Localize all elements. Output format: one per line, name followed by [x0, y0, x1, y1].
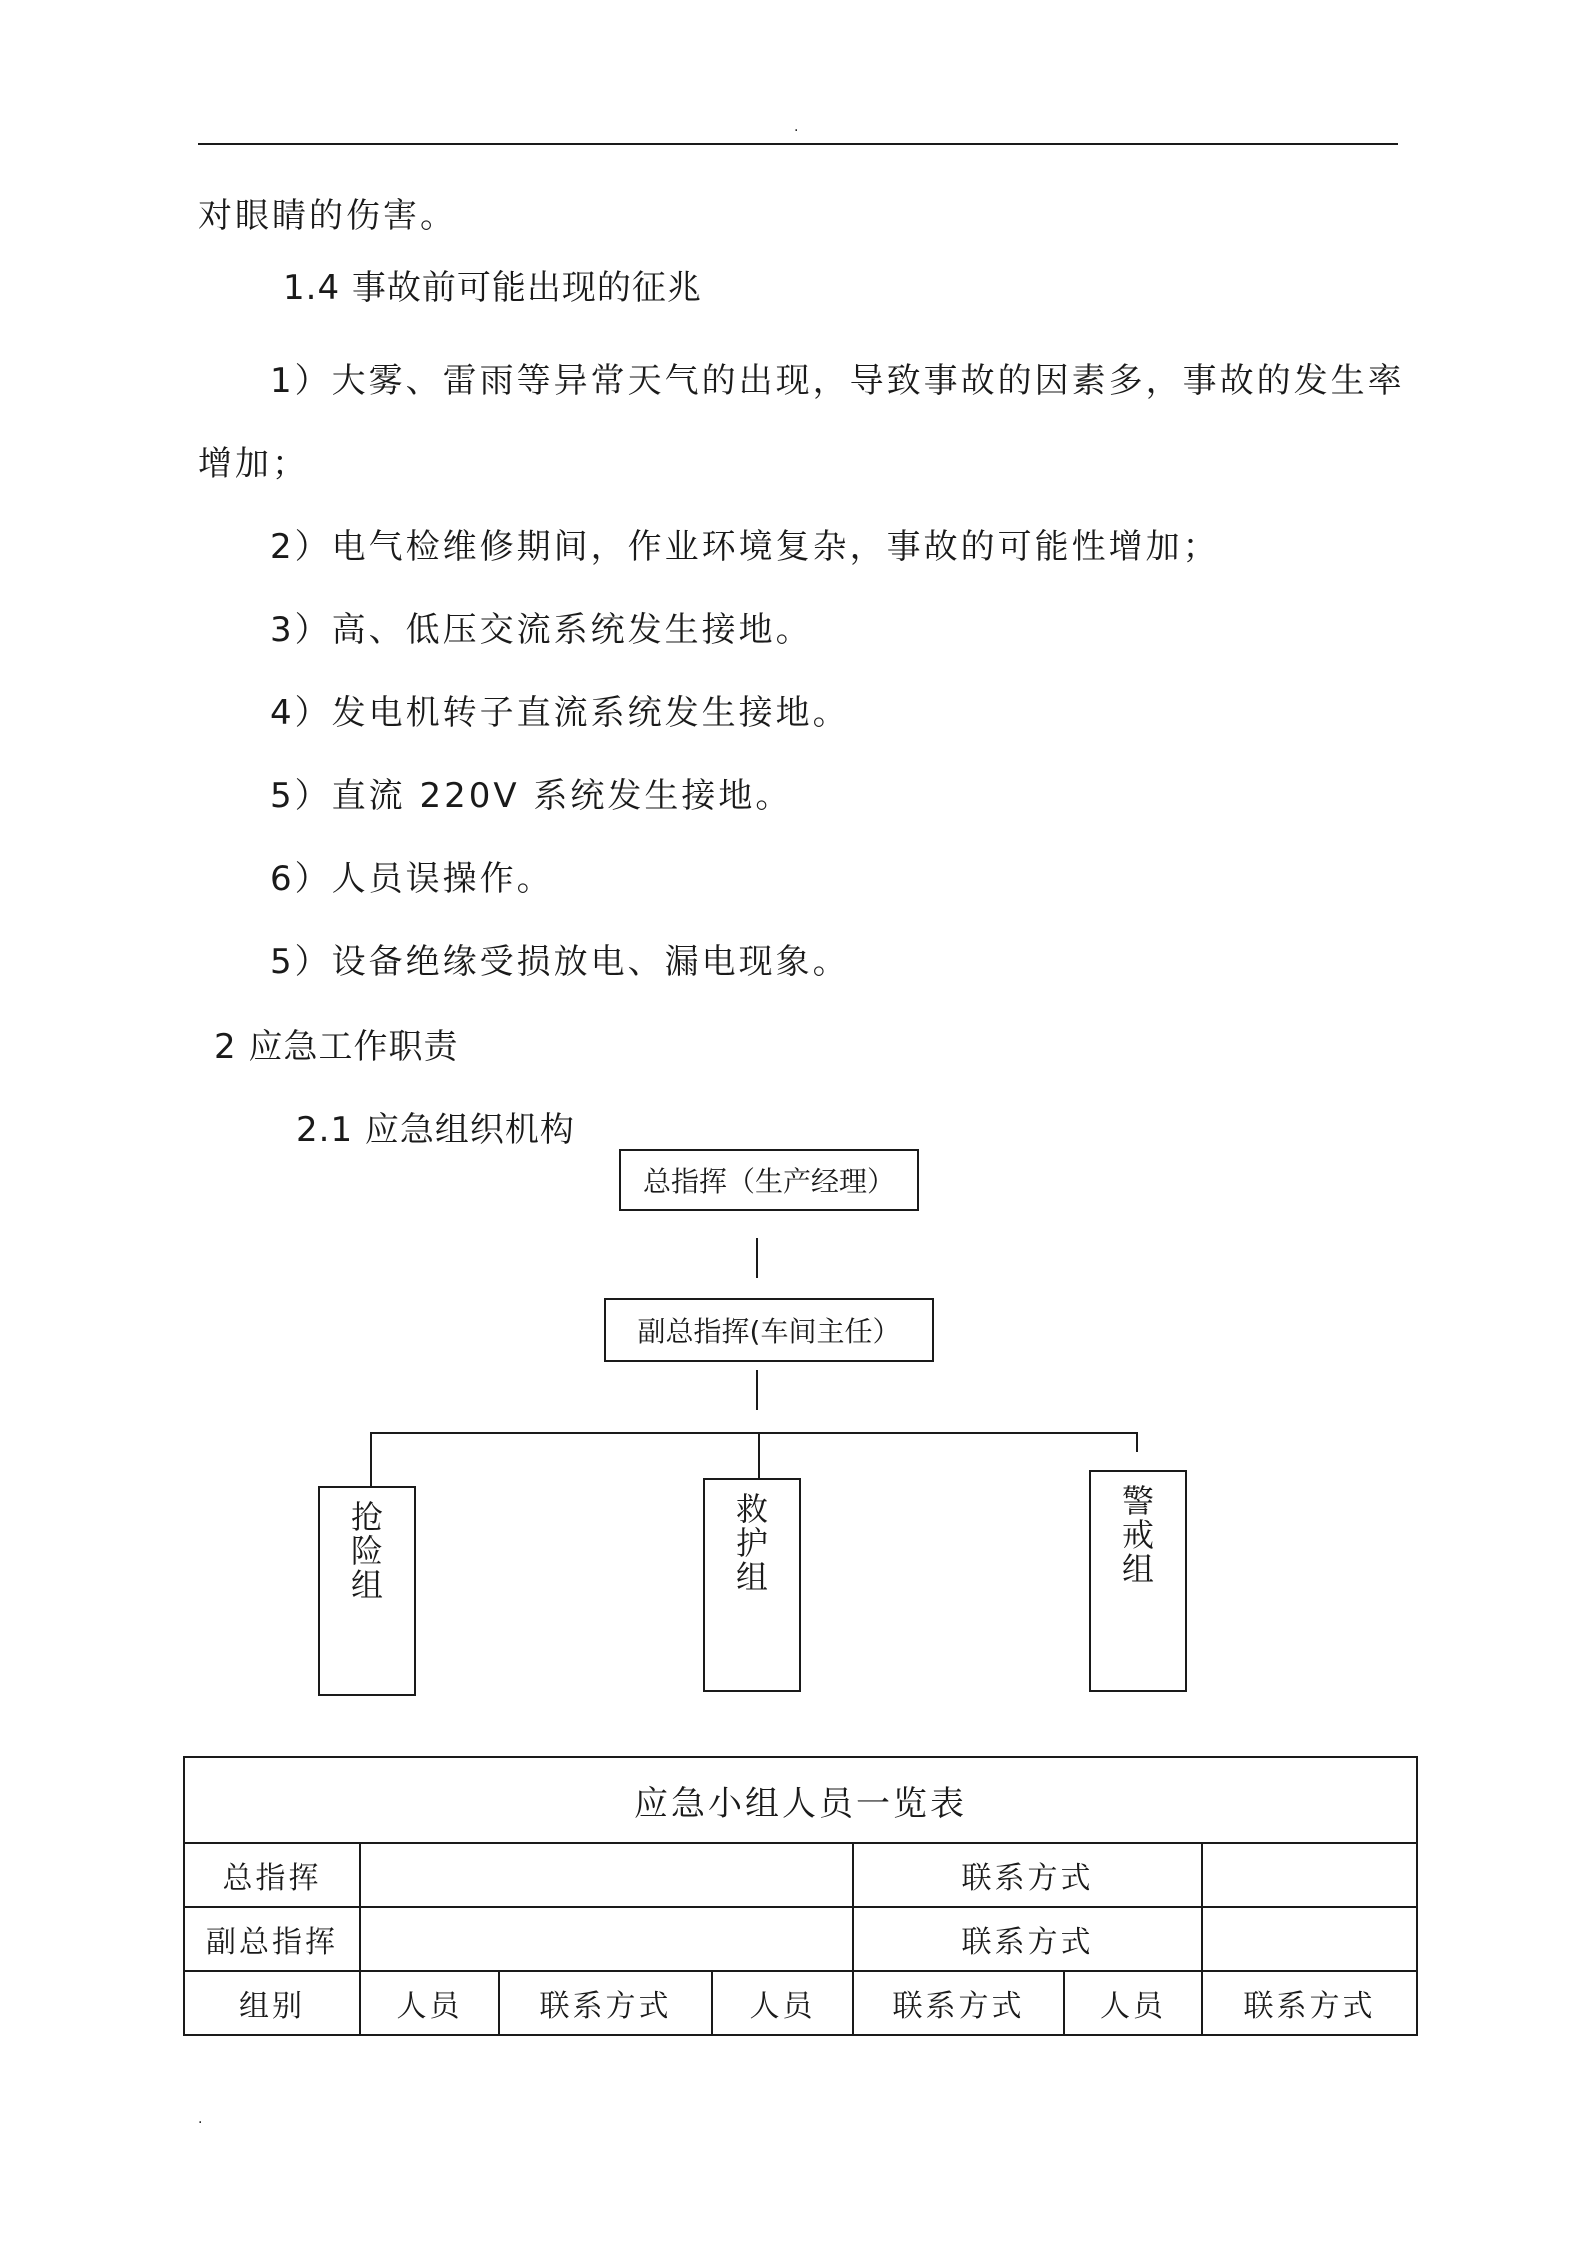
list-item-1-line-2: 增加； — [198, 444, 309, 484]
roster-title-row — [184, 1757, 1417, 1843]
roster-row-commander — [184, 1843, 1417, 1907]
org-connector-deputy-bus — [756, 1370, 758, 1410]
roster-col-personnel-2: 人员 — [712, 1971, 853, 2035]
roster-col-contact-2: 联系方式 — [853, 1971, 1064, 2035]
roster-table — [183, 1756, 1418, 2036]
org-deputy-label: 副总指挥(车间主任） — [637, 1315, 901, 1348]
roster-deputy-contact-cell[interactable] — [1202, 1907, 1417, 1971]
org-branch-middle — [758, 1432, 760, 1480]
roster-deputy-label: 副总指挥 — [184, 1907, 360, 1971]
footer-mark: . — [198, 2111, 203, 2127]
org-group-1-char-3: 组 — [350, 1566, 383, 1604]
org-group-3-char-1: 警 — [1121, 1482, 1154, 1520]
org-group-2-char-1: 救 — [735, 1490, 768, 1528]
roster-commander-contact-label: 联系方式 — [853, 1843, 1202, 1907]
org-branch-left — [370, 1432, 372, 1486]
roster-deputy-contact-label: 联系方式 — [853, 1907, 1202, 1971]
org-box-commander — [619, 1149, 919, 1211]
header-rule — [198, 143, 1398, 145]
org-group-2-char-3: 组 — [735, 1558, 768, 1596]
heading-2-1: 2.1 应急组织机构 — [296, 1110, 575, 1150]
roster-col-group: 组别 — [184, 1971, 360, 2035]
org-connector-commander-deputy — [756, 1238, 758, 1278]
org-commander-label: 总指挥（生产经理） — [642, 1165, 895, 1198]
roster-title: 应急小组人员一览表 — [184, 1757, 1417, 1843]
org-box-guard-group — [1089, 1470, 1187, 1692]
roster-deputy-name-cell[interactable] — [360, 1907, 853, 1971]
org-branch-right — [1136, 1432, 1138, 1452]
org-box-first-aid-group — [703, 1478, 801, 1692]
list-item-1-line-1: 1）大雾、雷雨等异常天气的出现，导致事故的因素多，事故的发生率 — [270, 361, 1405, 401]
list-item-7: 5）设备绝缘受损放电、漏电现象。 — [270, 942, 850, 982]
list-item-3: 3）高、低压交流系统发生接地。 — [270, 610, 813, 650]
list-item-2: 2）电气检维修期间，作业环境复杂，事故的可能性增加； — [270, 527, 1220, 567]
org-branch-bus — [370, 1432, 1138, 1434]
roster-col-personnel-3: 人员 — [1064, 1971, 1202, 2035]
roster-commander-name-cell[interactable] — [360, 1843, 853, 1907]
org-group-2-char-2: 护 — [735, 1524, 768, 1562]
roster-col-contact-1: 联系方式 — [499, 1971, 712, 2035]
list-item-6: 6）人员误操作。 — [270, 859, 554, 899]
roster-row-deputy — [184, 1907, 1417, 1971]
heading-2: 2 应急工作职责 — [214, 1027, 459, 1067]
org-box-deputy — [604, 1298, 934, 1362]
org-group-3-char-2: 戒 — [1121, 1516, 1154, 1554]
org-box-rescue-group — [318, 1486, 416, 1696]
roster-commander-label: 总指挥 — [184, 1843, 360, 1907]
roster-col-personnel-1: 人员 — [360, 1971, 499, 2035]
roster-commander-contact-cell[interactable] — [1202, 1843, 1417, 1907]
header-mark: . — [794, 119, 799, 135]
list-item-4: 4）发电机转子直流系统发生接地。 — [270, 693, 850, 733]
heading-1-4: 1.4 事故前可能出现的征兆 — [283, 268, 702, 308]
roster-col-contact-3: 联系方式 — [1202, 1971, 1417, 2035]
org-group-1-char-2: 险 — [350, 1532, 383, 1570]
paragraph-continuation: 对眼睛的伤害。 — [198, 196, 457, 236]
roster-header-row — [184, 1971, 1417, 2035]
org-group-1-char-1: 抢 — [350, 1498, 383, 1536]
org-group-3-char-3: 组 — [1121, 1550, 1154, 1588]
list-item-5: 5）直流 220V 系统发生接地。 — [270, 776, 793, 816]
